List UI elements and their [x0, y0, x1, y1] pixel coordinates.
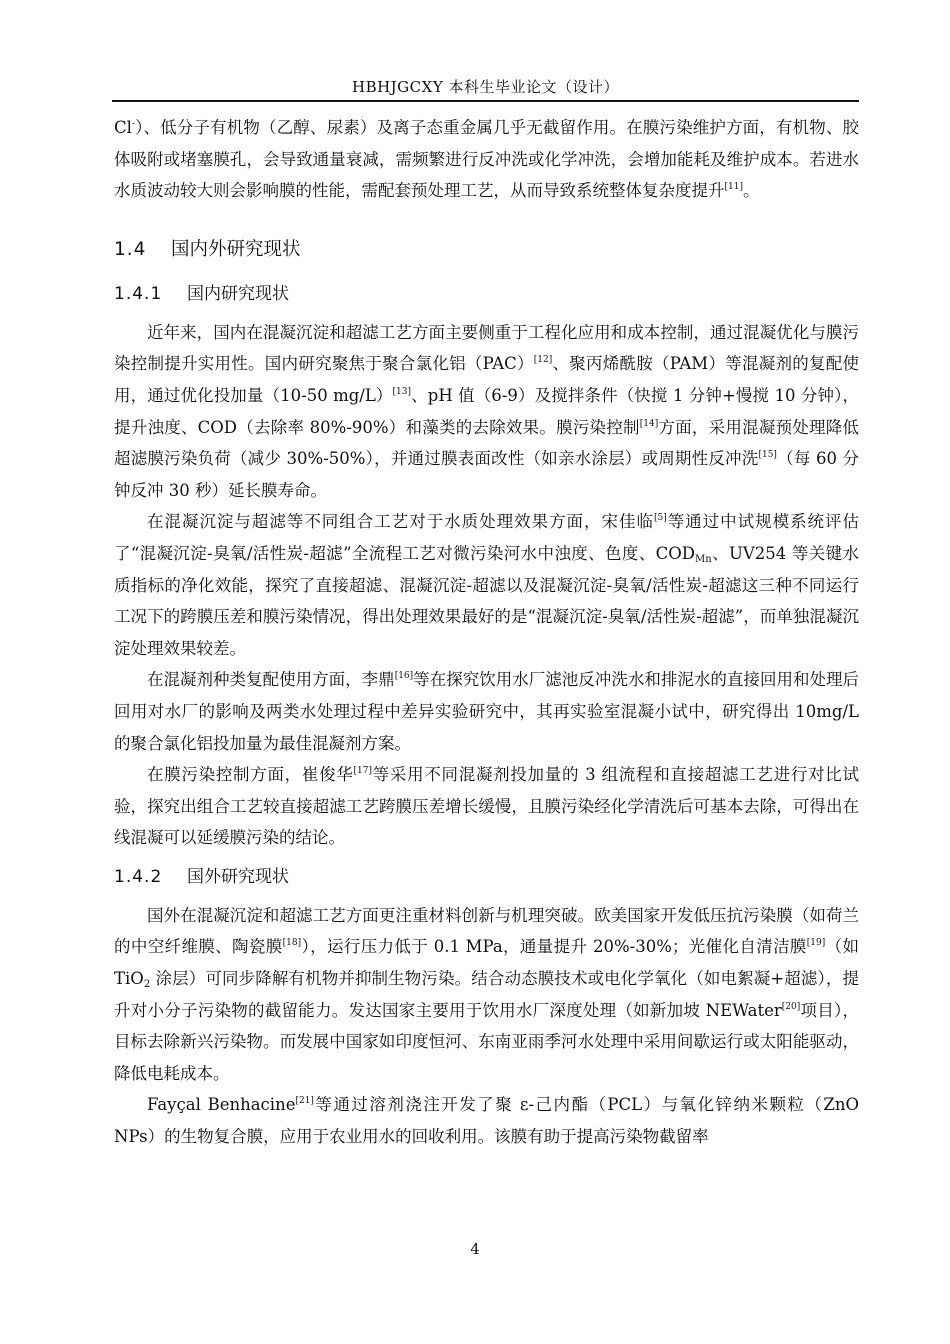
text-span: 在混凝沉淀与超滤等不同组合工艺对于水质处理效果方面，宋佳临 — [147, 512, 654, 532]
paragraph-domestic-2 — [114, 506, 859, 664]
section-title: 国内外研究现状 — [171, 238, 301, 260]
citation: [15] — [758, 450, 777, 461]
citation: [21] — [295, 1096, 314, 1107]
citation: [19] — [806, 938, 826, 949]
citation: [13] — [392, 386, 412, 397]
citation: [20] — [781, 1001, 801, 1012]
text-span: 等采用不同混凝剂投加量的 3 组流程和直接超滤工艺进行对比试验，探究出组合工艺较直接超滤工艺跨膜压差增长缓慢，且膜污染经化学清洗后可基本去除，可得出在线混凝可以延缓膜污染的结论。 — [114, 765, 859, 848]
paragraph-domestic-3 — [114, 664, 859, 759]
citation: [17] — [353, 766, 372, 777]
page-number: 4 — [470, 1240, 480, 1258]
text-span: 、pH 值（6-9）及搅拌条件（快搅 1 分钟+慢搅 10 分钟），提升浊度、COD（去除率 80%-90%）和藻类的去除效果。膜污染控制 — [114, 385, 859, 437]
citation: [5] — [653, 513, 667, 524]
subsection-number: 1.4.1 — [114, 283, 163, 304]
paragraph-foreign-1 — [114, 900, 859, 1090]
subsection-title: 国外研究现状 — [187, 866, 289, 887]
citation: [18] — [282, 938, 302, 949]
text-span: （每 60 分钟反冲 30 秒）延长膜寿命。 — [114, 449, 859, 500]
header-rule — [112, 100, 859, 102]
text-span: ），运行压力低于 0.1 MPa，通量提升 20%-30%；光催化自清洁膜 — [301, 937, 807, 957]
text-span: Cl — [114, 118, 132, 137]
paragraph-foreign-2 — [114, 1089, 859, 1152]
text-span: 在混凝剂种类复配使用方面，李鼎 — [147, 670, 395, 690]
subsection-number: 1.4.2 — [114, 866, 163, 887]
subscript: 2 — [143, 979, 151, 991]
section-heading-1-4 — [114, 233, 859, 267]
subsection-title: 国内研究现状 — [187, 283, 289, 304]
citation: [14] — [639, 418, 659, 429]
paragraph-domestic-1 — [114, 317, 859, 507]
text-span: 方面，采用混凝预处理降低超滤膜污染负荷（减少 30%-50%），并通过膜表面改性（如亲水涂层）或周期性反冲洗 — [114, 417, 859, 469]
text-span: 涂层）可同步降解有机物并抑制生物污染。结合动态膜技术或电化学氧化（如电絮凝+超滤），提升对小分子污染物的截留能力。发达国家主要用于饮用水厂深度处理（如新加坡 NEWater — [114, 969, 859, 1020]
citation: [16] — [394, 671, 414, 682]
text-span: 等在探究饮用水厂滤池反冲洗水和排泥水的直接回用和处理后回用对水厂的影响及两类水处理过程中差异实验研究中，其再实验室混凝小试中，研究得出 10mg/L 的聚合氯化铝投加量为最佳混凝剂方案。 — [114, 670, 860, 753]
text-span: 在膜污染控制方面，崔俊华 — [147, 765, 354, 785]
running-header: HBHJGCXY 本科生毕业论文（设计） — [351, 78, 619, 96]
text-span: 等通过中试规模系统评估了“混凝沉淀-臭氧/活性炭-超滤”全流程工艺对微污染河水中浊度、色度、COD — [114, 512, 860, 563]
superscript: - — [131, 119, 135, 129]
subscript: Mn — [695, 553, 712, 565]
text-span: 、聚丙烯酰胺（PAM）等混凝剂的复配使用，通过优化投加量（10-50 mg/L） — [114, 354, 859, 405]
text-span: 近年来，国内在混凝沉淀和超滤工艺方面主要侧重于工程化应用和成本控制，通过混凝优化与膜污染控制提升实用性。国内研究聚焦于聚合氯化铝（PAC） — [114, 322, 859, 374]
paragraph-intro — [114, 112, 859, 207]
text-span: 。 — [742, 181, 760, 201]
text-span: 、UV254 等关键水质指标的净化效能，探究了直接超滤、混凝沉淀-超滤以及混凝沉淀-臭氧/活性炭-超滤这三种不同运行工况下的跨膜压差和膜污染情况，得出处理效果最好的是“混凝沉淀-臭氧/活性炭-超滤”，而单独混凝沉淀处理效果较差。 — [114, 543, 859, 658]
text-span: 等通过溶剂浇注开发了聚 ε-己内酯（PCL）与氧化锌纳米颗粒（ZnO NPs）的生物复合膜，应用于农业用水的回收利用。该膜有助于提高污染物截留率 — [114, 1095, 860, 1147]
paragraph-domestic-4 — [114, 759, 859, 854]
section-number: 1.4 — [114, 238, 147, 260]
subsection-heading-1-4-2 — [114, 862, 859, 892]
subsection-heading-1-4-1 — [114, 279, 859, 309]
text-span: 项目），目标去除新兴污染物。而发展中国家如印度恒河、东南亚雨季河水处理中采用间歇运行或太阳能驱动，降低电耗成本。 — [114, 1000, 860, 1083]
page-body — [114, 112, 859, 1153]
citation: [12] — [533, 355, 553, 366]
text-span: 国外在混凝沉淀和超滤工艺方面更注重材料创新与机理突破。欧美国家开发低压抗污染膜（如荷兰的中空纤维膜、陶瓷膜 — [114, 905, 859, 957]
text-span: Fayçal Benhacine — [147, 1095, 296, 1115]
text-span: ）、低分子有机物（乙醇、尿素）及离子态重金属几乎无截留作用。在膜污染维护方面，有机物、胶体吸附或堵塞膜孔，会导致通量衰减，需频繁进行反冲洗或化学冲洗，会增加能耗及维护成本。若进水水质波动较大则会影响膜的性能，需配套预处理工艺，从而导致系统整体复杂度提升 — [114, 118, 859, 201]
citation: [11] — [724, 182, 743, 193]
text-span: （如 TiO — [114, 937, 860, 989]
